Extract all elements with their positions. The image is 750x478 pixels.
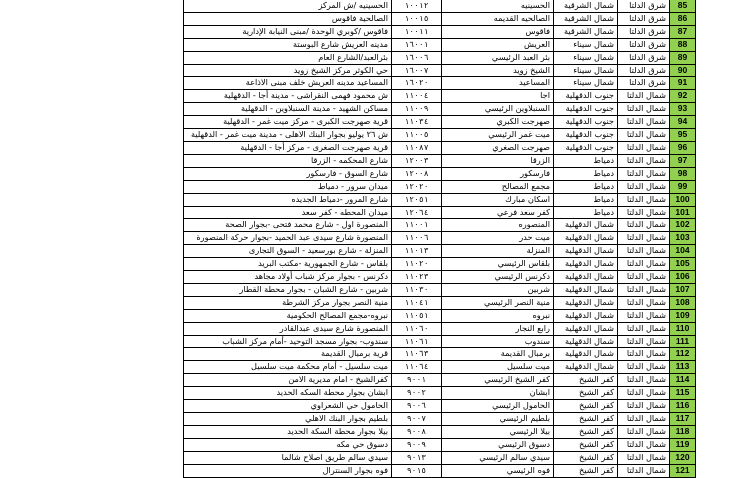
office-name-cell: فاقوس bbox=[442, 25, 554, 38]
office-code-cell: ١١٠٦٠ bbox=[392, 322, 442, 335]
row-number: 91 bbox=[670, 77, 696, 90]
row-number: 102 bbox=[670, 219, 696, 232]
office-name-cell: بيلا الرئيسي bbox=[442, 425, 554, 438]
sector-cell: شمال الدلتا bbox=[618, 141, 670, 154]
office-code-cell: ١١٠٤١ bbox=[392, 296, 442, 309]
sector-cell: شمال الدلتا bbox=[618, 180, 670, 193]
office-code-cell: ١١٠٠٦ bbox=[392, 232, 442, 245]
office-code-cell: ٩٠٠٩ bbox=[392, 438, 442, 451]
region-cell: شمال سيناء bbox=[554, 64, 618, 77]
table-body bbox=[184, 0, 696, 477]
address-cell: الحامول حي الشعراوي bbox=[184, 400, 392, 413]
sector-cell: شمال الدلتا bbox=[618, 348, 670, 361]
table-row bbox=[184, 219, 696, 232]
office-name-cell: الصالحيه القديمه bbox=[442, 12, 554, 25]
office-code-cell: ١١٠٦٣ bbox=[392, 348, 442, 361]
address-cell: ميدان سرور - دمياط bbox=[184, 180, 392, 193]
address-cell: حي الكوثر مركز الشيخ زويد bbox=[184, 64, 392, 77]
office-name-cell: نبروه bbox=[442, 309, 554, 322]
sector-cell: شمال الدلتا bbox=[618, 322, 670, 335]
sector-cell: شرق الدلتا bbox=[618, 12, 670, 25]
address-cell: قرية صهرجت الكبرى - مركز ميت غمر - الدقهلية bbox=[184, 116, 392, 129]
office-code-cell: ٩٠١٥ bbox=[392, 464, 442, 477]
region-cell: دمياط bbox=[554, 154, 618, 167]
office-name-cell: بلقاس الرئيسي bbox=[442, 258, 554, 271]
sector-cell: شرق الدلتا bbox=[618, 51, 670, 64]
region-cell: شمال الدقهلية bbox=[554, 271, 618, 284]
row-number: 112 bbox=[670, 348, 696, 361]
row-number: 86 bbox=[670, 12, 696, 25]
office-name-cell: بئر العبد الرئيسي bbox=[442, 51, 554, 64]
sector-cell: شمال الدلتا bbox=[618, 283, 670, 296]
row-number: 114 bbox=[670, 374, 696, 387]
region-cell: جنوب الدقهلية bbox=[554, 103, 618, 116]
address-cell: فوه بجوار السنترال bbox=[184, 464, 392, 477]
office-name-cell: فارسكور bbox=[442, 167, 554, 180]
row-number: 101 bbox=[670, 206, 696, 219]
address-cell: المنصورة اول - شارع محمد فتحى -بجوار الصحة bbox=[184, 219, 392, 232]
address-cell: كفرالشيخ - امام مديرية الامن bbox=[184, 374, 392, 387]
address-cell: قرية صهرجت الصغرى - مركز أجا - الدقهلية bbox=[184, 141, 392, 154]
office-code-cell: ١١٠٦١ bbox=[392, 335, 442, 348]
office-code-cell: ١٢٠٥١ bbox=[392, 193, 442, 206]
region-cell: جنوب الدقهلية bbox=[554, 141, 618, 154]
row-number: 119 bbox=[670, 438, 696, 451]
office-name-cell: برمبال القديمة bbox=[442, 348, 554, 361]
address-cell: ميت سلسيل - أمام محكمة ميت سلسيل bbox=[184, 361, 392, 374]
address-cell: دكرنس - بجوار مركز شباب أولاد مجاهد bbox=[184, 271, 392, 284]
table-row bbox=[184, 38, 696, 51]
region-cell: دمياط bbox=[554, 193, 618, 206]
row-number: 94 bbox=[670, 116, 696, 129]
region-cell: دمياط bbox=[554, 206, 618, 219]
table-row bbox=[184, 116, 696, 129]
office-code-cell: ١١٠٠١ bbox=[392, 219, 442, 232]
address-cell: المنزلة - شارع بورسعيد - السوق التجارى bbox=[184, 245, 392, 258]
row-number: 93 bbox=[670, 103, 696, 116]
row-number: 108 bbox=[670, 296, 696, 309]
table-row bbox=[184, 413, 696, 426]
region-cell: شمال الدقهلية bbox=[554, 219, 618, 232]
address-cell: المنصورة شارع سيدى عبدالقادر bbox=[184, 322, 392, 335]
row-number: 85 bbox=[670, 0, 696, 12]
address-cell: دسوق حي مكه bbox=[184, 438, 392, 451]
table-row bbox=[184, 180, 696, 193]
office-name-cell: الزرقا bbox=[442, 154, 554, 167]
address-cell: بلقاس - شارع الجمهورية -مكتب البريد bbox=[184, 258, 392, 271]
region-cell: شمال الدقهلية bbox=[554, 322, 618, 335]
address-cell: فاقوس /كوبري الوحدة /مبنى النيابة الإدارية bbox=[184, 25, 392, 38]
office-name-cell: المنصوره bbox=[442, 219, 554, 232]
address-cell: المساعيد مدينه العريش خلف مبنى الاذاعة bbox=[184, 77, 392, 90]
table-row bbox=[184, 90, 696, 103]
office-code-cell: ١١٠٥١ bbox=[392, 309, 442, 322]
row-number: 95 bbox=[670, 129, 696, 142]
row-number: 92 bbox=[670, 90, 696, 103]
table-row bbox=[184, 309, 696, 322]
region-cell: كفر الشيخ bbox=[554, 400, 618, 413]
office-code-cell: ١١٠١٣ bbox=[392, 245, 442, 258]
table-row bbox=[184, 283, 696, 296]
sector-cell: شمال الدلتا bbox=[618, 116, 670, 129]
sector-cell: شمال الدلتا bbox=[618, 296, 670, 309]
address-cell: شربين - شارع الشبان - بجوار محطة القطار bbox=[184, 283, 392, 296]
row-number: 103 bbox=[670, 232, 696, 245]
office-code-cell: ١٢٠٦٤ bbox=[392, 206, 442, 219]
address-cell: مساكن الشهيد - مدينة السنبلاوين - الدقهلية bbox=[184, 103, 392, 116]
region-cell: كفر الشيخ bbox=[554, 451, 618, 464]
sector-cell: شمال الدلتا bbox=[618, 167, 670, 180]
region-cell: شمال الدقهلية bbox=[554, 361, 618, 374]
row-number: 100 bbox=[670, 193, 696, 206]
office-code-cell: ١٠٠١١ bbox=[392, 25, 442, 38]
region-cell: شمال سيناء bbox=[554, 38, 618, 51]
table-row bbox=[184, 258, 696, 271]
sector-cell: شمال الدلتا bbox=[618, 400, 670, 413]
table-row bbox=[184, 103, 696, 116]
office-name-cell: صهرجت الكبري bbox=[442, 116, 554, 129]
office-name-cell: ميت حدر bbox=[442, 232, 554, 245]
sector-cell: شمال الدلتا bbox=[618, 464, 670, 477]
sector-cell: شمال الدلتا bbox=[618, 309, 670, 322]
address-cell: ش محمود فهمى النقراشى - مدينة أجا - الدقهلية bbox=[184, 90, 392, 103]
table-row bbox=[184, 425, 696, 438]
address-cell: سيدي سالم طريق اصلاح شالما bbox=[184, 451, 392, 464]
address-cell: ش ٢٦ يوليو بجوار البنك الاهلى - مدينة ميت غمر - الدقهلية bbox=[184, 129, 392, 142]
sector-cell: شمال الدلتا bbox=[618, 245, 670, 258]
office-code-cell: ١١٠٣٤ bbox=[392, 116, 442, 129]
office-code-cell: ١٢٠٢٠ bbox=[392, 180, 442, 193]
office-code-cell: ٩٠٠٢ bbox=[392, 387, 442, 400]
address-cell: مدينه العريش شارع البوستة bbox=[184, 38, 392, 51]
office-name-cell: السنبلاوين الرئيسي bbox=[442, 103, 554, 116]
office-code-cell: ١٠٠١٢ bbox=[392, 0, 442, 12]
row-number: 97 bbox=[670, 154, 696, 167]
address-cell: قرية برمبال القديمة bbox=[184, 348, 392, 361]
office-code-cell: ١١٠٨٧ bbox=[392, 141, 442, 154]
office-name-cell: اجا bbox=[442, 90, 554, 103]
sector-cell: شمال الدلتا bbox=[618, 232, 670, 245]
region-cell: شمال الشرقية bbox=[554, 0, 618, 12]
row-number: 87 bbox=[670, 25, 696, 38]
row-number: 99 bbox=[670, 180, 696, 193]
office-code-cell: ١١٠٣٠ bbox=[392, 283, 442, 296]
row-number: 113 bbox=[670, 361, 696, 374]
region-cell: جنوب الدقهلية bbox=[554, 129, 618, 142]
row-number: 110 bbox=[670, 322, 696, 335]
row-number: 96 bbox=[670, 141, 696, 154]
sector-cell: شرق الدلتا bbox=[618, 64, 670, 77]
office-code-cell: ٩٠٠٨ bbox=[392, 425, 442, 438]
office-code-cell: ١١٠٠٤ bbox=[392, 90, 442, 103]
row-number: 107 bbox=[670, 283, 696, 296]
address-cell: بلطيم بجوار البنك الاهلي bbox=[184, 413, 392, 426]
office-name-cell: منية النصر الرئيسي bbox=[442, 296, 554, 309]
address-cell: نبروه-مجمع المصالح الحكومية bbox=[184, 309, 392, 322]
table-row bbox=[184, 361, 696, 374]
sector-cell: شمال الدلتا bbox=[618, 374, 670, 387]
table-row bbox=[184, 271, 696, 284]
office-name-cell: دكرنس الرئيسي bbox=[442, 271, 554, 284]
office-code-cell: ١١٠٦٤ bbox=[392, 361, 442, 374]
sector-cell: شرق الدلتا bbox=[618, 77, 670, 90]
sector-cell: شمال الدلتا bbox=[618, 219, 670, 232]
address-cell: ابشان بجوار محطة السكه الحديد bbox=[184, 387, 392, 400]
offices-table bbox=[183, 0, 696, 478]
sector-cell: شمال الدلتا bbox=[618, 129, 670, 142]
table-row bbox=[184, 322, 696, 335]
address-cell: المنصورة شارع سيدى عبد الحميد -بجوار حركة المنصورة bbox=[184, 232, 392, 245]
region-cell: شمال الدقهلية bbox=[554, 296, 618, 309]
table-row bbox=[184, 296, 696, 309]
region-cell: شمال سيناء bbox=[554, 77, 618, 90]
address-cell: الصالحية فاقوس bbox=[184, 12, 392, 25]
row-number: 106 bbox=[670, 271, 696, 284]
region-cell: دمياط bbox=[554, 167, 618, 180]
table-row bbox=[184, 193, 696, 206]
table-row bbox=[184, 400, 696, 413]
table-row bbox=[184, 129, 696, 142]
office-name-cell: دسوق الرئيسي bbox=[442, 438, 554, 451]
sector-cell: شمال الدلتا bbox=[618, 90, 670, 103]
office-code-cell: ١١٠٠٩ bbox=[392, 103, 442, 116]
office-name-cell: صهرجت الصغري bbox=[442, 141, 554, 154]
row-number: 121 bbox=[670, 464, 696, 477]
address-cell: شارع المحكمه - الزرقا bbox=[184, 154, 392, 167]
office-name-cell: بلطيم الرئيسي bbox=[442, 413, 554, 426]
table-row bbox=[184, 451, 696, 464]
region-cell: شمال الدقهلية bbox=[554, 283, 618, 296]
table-row bbox=[184, 464, 696, 477]
office-name-cell: ابشان bbox=[442, 387, 554, 400]
row-number: 116 bbox=[670, 400, 696, 413]
sector-cell: شمال الدلتا bbox=[618, 206, 670, 219]
sector-cell: شمال الدلتا bbox=[618, 154, 670, 167]
address-cell: شارع السوق - فارسكور bbox=[184, 167, 392, 180]
office-code-cell: ١٢٠٠٣ bbox=[392, 154, 442, 167]
region-cell: شمال الدقهلية bbox=[554, 335, 618, 348]
office-code-cell: ١١٠٠٥ bbox=[392, 129, 442, 142]
office-name-cell: كفر سعد فرعي bbox=[442, 206, 554, 219]
table-row bbox=[184, 167, 696, 180]
table-row bbox=[184, 438, 696, 451]
office-code-cell: ٩٠٠١ bbox=[392, 374, 442, 387]
address-cell: الحسينيه /ش المركز bbox=[184, 0, 392, 12]
office-name-cell: المنزلة bbox=[442, 245, 554, 258]
office-code-cell: ١٦٠٠١ bbox=[392, 38, 442, 51]
address-cell: بيلا بجوار محطة السكة الحديد bbox=[184, 425, 392, 438]
region-cell: شمال الشرقية bbox=[554, 25, 618, 38]
sector-cell: شرق الدلتا bbox=[618, 0, 670, 12]
region-cell: شمال سيناء bbox=[554, 51, 618, 64]
table-row bbox=[184, 77, 696, 90]
office-code-cell: ١٦٠٢٠ bbox=[392, 77, 442, 90]
office-code-cell: ١٢٠٠٨ bbox=[392, 167, 442, 180]
region-cell: شمال الدقهلية bbox=[554, 232, 618, 245]
sector-cell: شمال الدلتا bbox=[618, 425, 670, 438]
office-name-cell: الحامول الرئيسي bbox=[442, 400, 554, 413]
office-code-cell: ٩٠٠٧ bbox=[392, 413, 442, 426]
office-name-cell: سيدي سالم الرئيسي bbox=[442, 451, 554, 464]
sector-cell: شمال الدلتا bbox=[618, 271, 670, 284]
table-row bbox=[184, 25, 696, 38]
region-cell: كفر الشيخ bbox=[554, 374, 618, 387]
region-cell: شمال الدقهلية bbox=[554, 258, 618, 271]
address-cell: بئرالعبد/الشارع العام bbox=[184, 51, 392, 64]
office-name-cell: شربين bbox=[442, 283, 554, 296]
region-cell: كفر الشيخ bbox=[554, 387, 618, 400]
table-row bbox=[184, 245, 696, 258]
row-number: 111 bbox=[670, 335, 696, 348]
row-number: 105 bbox=[670, 258, 696, 271]
office-name-cell: اسكان مبارك bbox=[442, 193, 554, 206]
region-cell: دمياط bbox=[554, 180, 618, 193]
office-name-cell: ميت سلسيل bbox=[442, 361, 554, 374]
table-row bbox=[184, 141, 696, 154]
office-code-cell: ١١٠٢٣ bbox=[392, 271, 442, 284]
sector-cell: شمال الدلتا bbox=[618, 361, 670, 374]
sector-cell: شمال الدلتا bbox=[618, 387, 670, 400]
sector-cell: شمال الدلتا bbox=[618, 451, 670, 464]
sector-cell: شمال الدلتا bbox=[618, 413, 670, 426]
sector-cell: شمال الدلتا bbox=[618, 103, 670, 116]
table-row bbox=[184, 12, 696, 25]
sector-cell: شرق الدلتا bbox=[618, 25, 670, 38]
region-cell: شمال الدقهلية bbox=[554, 309, 618, 322]
region-cell: كفر الشيخ bbox=[554, 438, 618, 451]
table-row bbox=[184, 335, 696, 348]
sector-cell: شمال الدلتا bbox=[618, 193, 670, 206]
region-cell: كفر الشيخ bbox=[554, 425, 618, 438]
table-row bbox=[184, 387, 696, 400]
row-number: 120 bbox=[670, 451, 696, 464]
sector-cell: شرق الدلتا bbox=[618, 38, 670, 51]
table-row bbox=[184, 348, 696, 361]
office-name-cell: المساعيد bbox=[442, 77, 554, 90]
table-row bbox=[184, 64, 696, 77]
office-code-cell: ١١٠٢٠ bbox=[392, 258, 442, 271]
office-code-cell: ٩٠١٣ bbox=[392, 451, 442, 464]
office-name-cell: رابع النجار bbox=[442, 322, 554, 335]
office-code-cell: ١٦٠٠٦ bbox=[392, 51, 442, 64]
table-row bbox=[184, 154, 696, 167]
table-row bbox=[184, 232, 696, 245]
office-name-cell: فوه الرئيسي bbox=[442, 464, 554, 477]
address-cell: منية النصر بجوار مركز الشرطة bbox=[184, 296, 392, 309]
office-code-cell: ١٠٠١٥ bbox=[392, 12, 442, 25]
row-number: 117 bbox=[670, 413, 696, 426]
office-name-cell: سندوب bbox=[442, 335, 554, 348]
table-row bbox=[184, 51, 696, 64]
table-row bbox=[184, 0, 696, 12]
row-number: 90 bbox=[670, 64, 696, 77]
row-number: 88 bbox=[670, 38, 696, 51]
region-cell: جنوب الدقهلية bbox=[554, 90, 618, 103]
row-number: 89 bbox=[670, 51, 696, 64]
row-number: 115 bbox=[670, 387, 696, 400]
region-cell: جنوب الدقهلية bbox=[554, 116, 618, 129]
address-cell: سندوب- بجوار مسجد التوحيد -أمام مركز الشباب bbox=[184, 335, 392, 348]
region-cell: شمال الدقهلية bbox=[554, 245, 618, 258]
office-code-cell: ١٦٠٠٧ bbox=[392, 64, 442, 77]
office-name-cell: كفر الشيخ الرئيسي bbox=[442, 374, 554, 387]
row-number: 104 bbox=[670, 245, 696, 258]
sector-cell: شمال الدلتا bbox=[618, 438, 670, 451]
sector-cell: شمال الدلتا bbox=[618, 335, 670, 348]
row-number: 98 bbox=[670, 167, 696, 180]
office-code-cell: ٩٠٠٦ bbox=[392, 400, 442, 413]
office-name-cell: ميت غمر الرئيسي bbox=[442, 129, 554, 142]
row-number: 118 bbox=[670, 425, 696, 438]
table-row bbox=[184, 206, 696, 219]
row-number: 109 bbox=[670, 309, 696, 322]
sector-cell: شمال الدلتا bbox=[618, 258, 670, 271]
office-name-cell: مجمع المصالح bbox=[442, 180, 554, 193]
address-cell: ميدان المحطه - كفر سعد bbox=[184, 206, 392, 219]
region-cell: كفر الشيخ bbox=[554, 413, 618, 426]
office-name-cell: العريش bbox=[442, 38, 554, 51]
address-cell: شارع المرور -دمياط الجديده bbox=[184, 193, 392, 206]
office-name-cell: الشيخ زويد bbox=[442, 64, 554, 77]
region-cell: شمال الدقهلية bbox=[554, 348, 618, 361]
region-cell: شمال الشرقية bbox=[554, 12, 618, 25]
table-row bbox=[184, 374, 696, 387]
region-cell: كفر الشيخ bbox=[554, 464, 618, 477]
office-name-cell: الحسينيه bbox=[442, 0, 554, 12]
